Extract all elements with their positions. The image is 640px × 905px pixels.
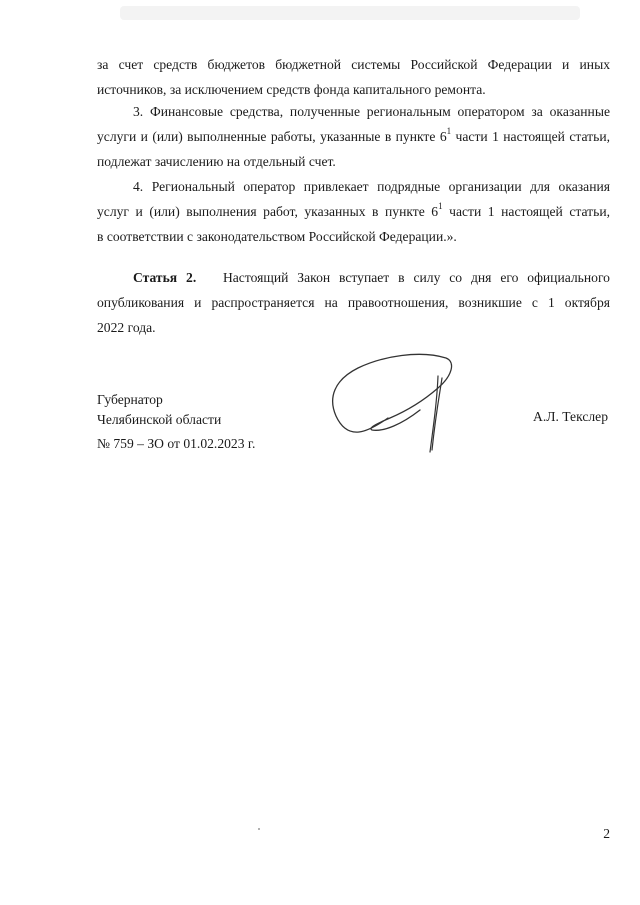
scan-speck <box>258 828 260 830</box>
text-line <box>97 124 610 149</box>
text-line: 2022 года. <box>97 320 156 335</box>
signatory-name: А.Л. Текслер <box>533 409 608 424</box>
text-fragment: услуги и (или) выполненные работы, указанные в пункте 6 <box>97 129 447 144</box>
position-line: Челябинской области <box>97 412 222 427</box>
scan-artifact <box>120 6 580 20</box>
article-label: Статья 2. <box>133 270 197 285</box>
superscript: 1 <box>446 126 452 137</box>
paragraph-continuation <box>97 52 610 102</box>
text-line: за счет средств бюджетов бюджетной системы Российской Федерации и иных <box>97 57 610 72</box>
paragraph-item-4 <box>97 174 610 249</box>
text-fragment: части 1 настоящей статьи, <box>442 204 610 219</box>
superscript: 1 <box>438 201 443 212</box>
text-line <box>97 199 610 224</box>
text-line <box>97 265 610 290</box>
text-line: в соответствии с законодательством Российской Федерации.». <box>97 229 457 244</box>
page-number: 2 <box>603 826 610 841</box>
position-line: Губернатор <box>97 392 163 407</box>
text-line: 4. Региональный оператор привлекает подрядные организации для оказания <box>133 179 610 194</box>
text-fragment: услуг и (или) выполнения работ, указанных в пункте 6 <box>97 204 439 219</box>
handwritten-signature <box>328 352 458 456</box>
text-fragment: Настоящий Закон вступает в силу со дня его официального <box>222 270 610 285</box>
signatory-position <box>97 390 221 430</box>
paragraph-item-3 <box>97 99 610 174</box>
text-line: подлежат зачислению на отдельный счет. <box>97 154 336 169</box>
text-line: опубликования и распространяется на правоотношения, возникшие с 1 октября <box>97 295 610 310</box>
law-number: № 759 – ЗО от 01.02.2023 г. <box>97 436 256 451</box>
article-2 <box>97 265 610 340</box>
text-line: 3. Финансовые средства, полученные региональным оператором за оказанные <box>133 104 610 119</box>
text-fragment: части 1 настоящей статьи, <box>451 129 610 144</box>
text-line: источников, за исключением средств фонда капитального ремонта. <box>97 82 486 97</box>
